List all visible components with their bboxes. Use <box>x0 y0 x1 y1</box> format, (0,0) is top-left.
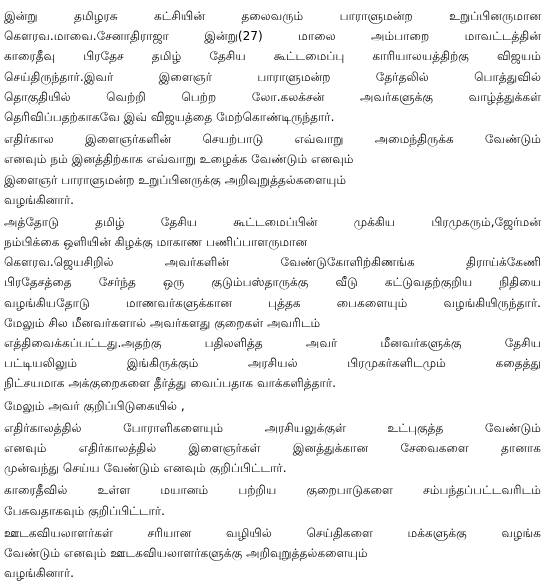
paragraph-visit-announcement <box>4 6 541 127</box>
text-line: பிரதேசத்தை சேர்ந்த ஒரு குடும்பஸ்தாருக்கு வீடு கட்டுவதற்குறிய நிதியை <box>4 275 541 290</box>
paragraph-cemetery <box>4 480 541 520</box>
text-line: தொகுதியில் வெற்றி பெற்ற லோ.கலக்சன் அவர்களுக்கு வாழ்த்துக்கள் <box>4 89 541 104</box>
text-line: எதிர்காலத்தில் போராளிகளையும் அரசியலுக்குள் உட்புகுத்த வேண்டும் <box>4 420 541 435</box>
text-line: ஊடகவியலாளர்கள் சரியான வழியில் செய்திகளை மக்களுக்கு வழங்க <box>4 525 541 540</box>
text-line: தெரிவிப்பதற்காகவே இவ் விஜயத்தை மேற்கொண்டிருந்தார். <box>4 109 335 124</box>
paragraph-future-plans <box>4 418 541 479</box>
paragraph-journalists <box>4 523 541 583</box>
text-line: காரைதீவில் உள்ள மயானம் பற்றிய குறைபாடுகளை சம்பந்தப்பட்டவரிடம் <box>4 483 541 498</box>
text-line: இன்று தமிழரசு கட்சியின் தலைவரும் பாராளுமன்ற உறுப்பினருமான <box>4 9 541 23</box>
text-line: முன்வந்து செய்ய வேண்டும் எனவும் குறிப்பிட்டார். <box>4 461 287 476</box>
text-line: மேலும் அவர் குறிப்பிடுகையில் , <box>4 398 185 413</box>
text-line: இளைஞர் பாராளுமன்ற உறுப்பினருக்கு அறிவுறுத்தல்களையும் <box>4 172 347 187</box>
text-line: வழங்கியதோடு மாணவர்களுக்கான புத்தக பைகளையும் வழங்கியிருந்தார். <box>4 295 541 310</box>
text-line: பட்டியலிலும் இங்கிருக்கும் அரசியல் பிரமுகர்களிடமும் கதைத்து <box>4 356 541 371</box>
text-line: கௌரவ.மாவை.சேனாதிராஜா இன்று(27) மாலை அம்பாறை மாவட்டத்தின் <box>4 29 541 44</box>
text-line: வழங்கினார். <box>4 192 75 207</box>
text-line: செய்திருந்தார்.இவர் இளைஞர் பாராளுமன்ற தேர்தலில் பொத்துவில் <box>4 69 541 84</box>
text-line: எத்திவைக்கப்பட்டது.அதற்கு பதிலளித்த அவர் மீனவர்களுக்கு தேசிய <box>4 336 541 350</box>
paragraph-assistance <box>4 212 541 394</box>
text-line: நம்பிக்கை ஒளியின் கிழக்கு மாகாண பணிப்பாளருமான <box>4 235 308 250</box>
text-line: எதிர்கால இளைஞர்களின் செயற்பாடு எவ்வாறு அமைந்திருக்க வேண்டும் <box>4 132 541 147</box>
text-line: எனவும் நம் இனத்திற்காக எவ்வாறு உழைக்க வேண்டும் எனவும் <box>4 152 354 167</box>
text-line: காரைதீவு பிரதேச தமிழ் தேசிய கூட்டமைப்பு காரியாலயத்திற்கு விஜயம் <box>4 49 541 64</box>
text-line: நிட்சயமாக அக்குறைகளை தீர்த்து வைப்பதாக வாக்களித்தார். <box>4 376 336 391</box>
text-line: எனவும் எதிர்காலத்தில் இளைஞர்கள் இனத்துக்கான சேவைகளை தானாக <box>4 440 541 455</box>
paragraph-youth-advice <box>4 129 541 210</box>
text-line: வேண்டும் எனவும் ஊடகவியலாளர்களுக்கு அறிவுறுத்தல்களையும் <box>4 545 368 560</box>
text-line: வழங்கினார். <box>4 566 75 581</box>
text-line: பேசுவதாகவும் குறிப்பிட்டார். <box>4 503 165 518</box>
text-line: மேலும் சில மீனவர்களால் அவர்களது குறைகள் அவரிடம் <box>4 315 321 330</box>
paragraph-remarks-intro <box>4 396 541 416</box>
text-line: கௌரவ.ஜெயசிறில் அவர்களின் வேண்டுகோளிற்கிணங்க திராய்க்கேணி <box>4 255 541 270</box>
text-line: அத்தோடு தமிழ் தேசிய கூட்டமைப்பின் முக்கிய பிரமுகரும்,ஜேர்மன் <box>4 214 541 229</box>
